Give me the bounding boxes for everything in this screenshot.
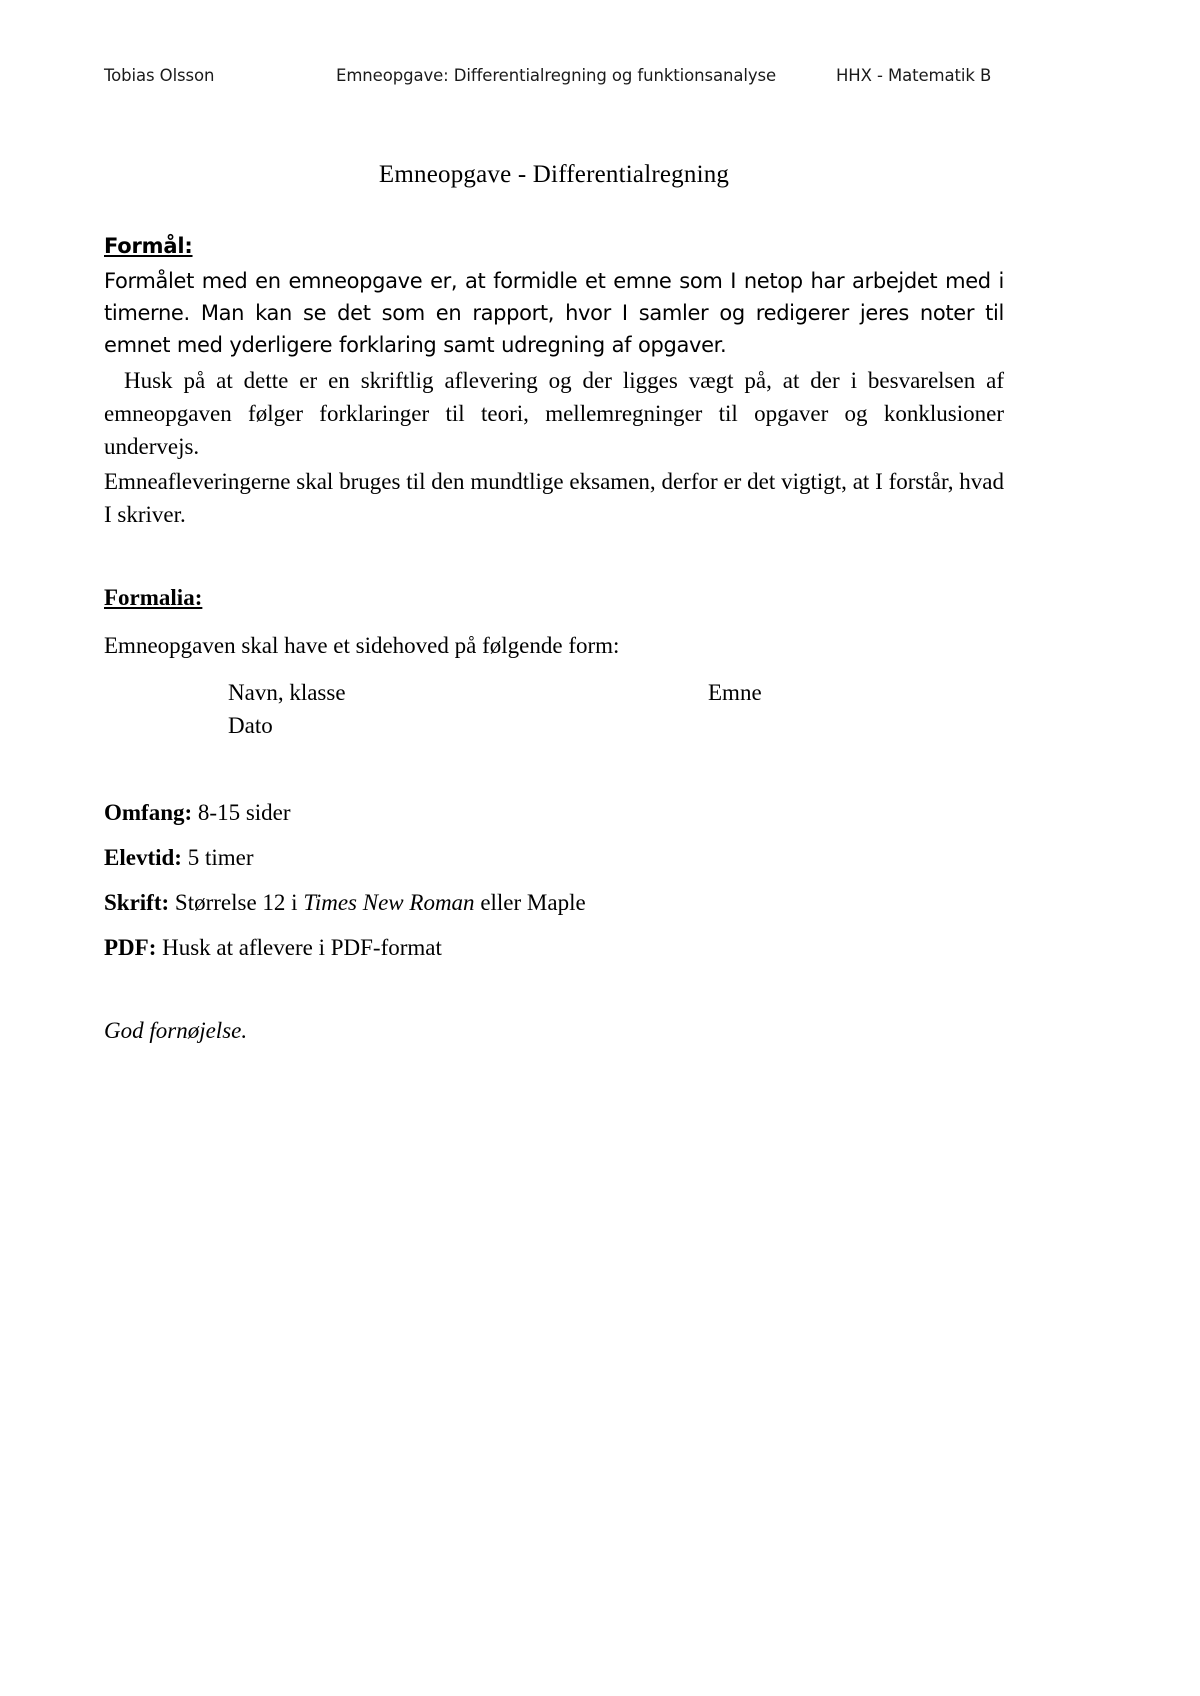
header-subject: Emneopgave: Differentialregning og funktionsanalyse — [336, 66, 777, 85]
sidehoved-example — [228, 676, 908, 743]
spec-skrift-label: Skrift: — [104, 890, 170, 915]
formaal-paragraph-2: Husk på at dette er en skriftlig aflevering og der ligges vægt på, at der i besvarelsen af emneopgaven følger forklaringer til teori, mellemregninger til opgaver og konklusioner undervejs. — [104, 368, 1004, 459]
page-title: Emneopgave - Differentialregning — [378, 161, 730, 188]
formalia-intro: Emneopgaven skal have et sidehoved på følgende form: — [104, 633, 620, 658]
document-running-header — [104, 66, 1014, 85]
spec-skrift-value-before: Størrelse 12 i — [174, 890, 304, 915]
spec-skrift-value-after: eller Maple — [474, 890, 586, 915]
spec-elevtid — [104, 843, 1004, 873]
formaal-paragraph-1: Formålet med en emneopgave er, at formidle et emne som I netop har arbejdet med i timerne. Man kan se det som en rapport, hvor I samler og redigerer jeres noter til emnet med yderligere forklaring samt udregning af opgaver. — [104, 269, 1004, 357]
spec-skrift — [104, 888, 1004, 918]
header-author: Tobias Olsson — [104, 66, 215, 85]
spec-pdf-label: PDF: — [104, 935, 157, 960]
header-course: HHX - Matematik B — [836, 66, 992, 85]
sidehoved-row-2 — [228, 709, 908, 742]
spec-skrift-font-name: Times New Roman — [303, 890, 475, 915]
sidehoved-topic: Emne — [708, 680, 762, 705]
sidehoved-date: Dato — [228, 713, 273, 739]
spec-elevtid-label: Elevtid: — [104, 845, 182, 870]
spec-elevtid-value: 5 timer — [187, 845, 254, 870]
closing-note: God fornøjelse. — [104, 1018, 248, 1043]
spec-omfang — [104, 798, 1004, 828]
spec-pdf — [104, 933, 1004, 963]
section-heading-formalia: Formalia: — [104, 585, 203, 610]
spec-omfang-value: 8-15 sider — [197, 800, 291, 825]
sidehoved-row-1 — [228, 676, 908, 709]
section-heading-formaal: Formål: — [104, 234, 193, 258]
formaal-paragraph-3: Emneafleveringerne skal bruges til den mundtlige eksamen, derfor er det vigtigt, at I forstår, hvad I skriver. — [104, 469, 1004, 527]
sidehoved-name-class: Navn, klasse — [228, 680, 346, 705]
spec-omfang-label: Omfang: — [104, 800, 193, 825]
spec-pdf-value: Husk at aflevere i PDF-format — [162, 935, 442, 960]
